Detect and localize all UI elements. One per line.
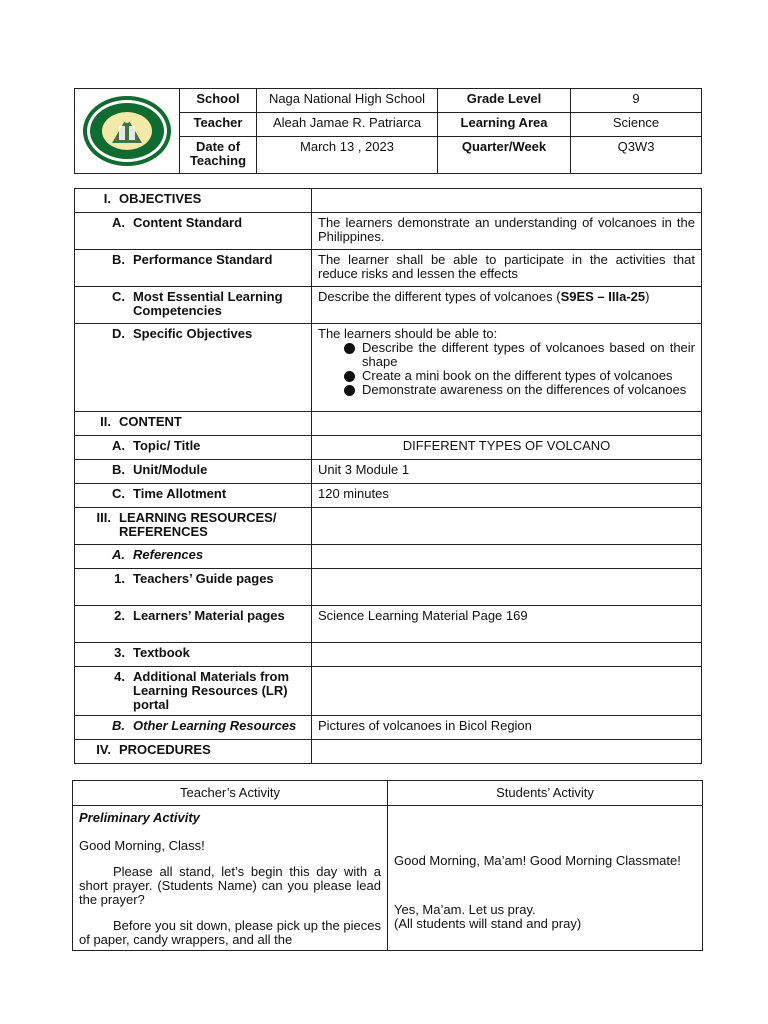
school-seal-icon [79,93,175,169]
content-standard-text: The learners demonstrate an understanding of volcanoes in the Philippines. [312,213,702,250]
learners-material-value: Science Learning Material Page 169 [312,606,702,643]
student-prayer-line-1: Yes, Ma’am. Let us pray. [394,902,536,917]
learning-area-label: Learning Area [438,113,571,137]
time-allotment-value: 120 minutes [312,484,702,508]
teacher-activity-header: Teacher’s Activity [73,781,388,806]
procedures-heading: IV. PROCEDURES [75,740,312,764]
teacher-prayer-text: Please all stand, let’s begin this day with a short prayer. (Students Name) can you please lead the prayer? [79,864,381,907]
performance-standard-text: The learner shall be able to participate in the activities that reduce risks and lessen the effects [312,250,702,287]
other-resources-value: Pictures of volcanoes in Bicol Region [312,716,702,740]
unit-module-label: B. Unit/Module [75,460,312,484]
specific-objectives-label: D. Specific Objectives [75,324,312,412]
procedures-value [312,740,702,764]
melc-label: C. Most Essential Learning Competencies [75,287,312,324]
student-prayer-line-2: (All students will stand and pray) [394,916,582,931]
content-value [312,412,702,436]
list-item: Create a mini book on the different types of volcanoes [344,369,695,383]
teacher-cleanup-text: Before you sit down, please pick up the pieces of paper, candy wrappers, and all the [79,918,381,947]
date-label: Date of Teaching [180,137,257,174]
lesson-plan-table [74,188,702,764]
content-standard-label: A. Content Standard [75,213,312,250]
objectives-heading: I. OBJECTIVES [75,189,312,213]
topic-label: A. Topic/ Title [75,436,312,460]
unit-module-value: Unit 3 Module 1 [312,460,702,484]
references-label: A. References [75,545,312,569]
teacher-greeting: Good Morning, Class! [79,838,205,853]
list-item: Describe the different types of volcanoes based on their shape [344,341,695,369]
time-allotment-label: C. Time Allotment [75,484,312,508]
melc-text: Describe the different types of volcanoes (S9ES – IIIa-25) [312,287,702,324]
teacher-value: Aleah Jamae R. Patriarca [257,113,438,137]
other-resources-label: B. Other Learning Resources [75,716,312,740]
learning-resources-value [312,508,702,545]
school-seal-cell [75,89,180,174]
school-label: School [180,89,257,113]
preliminary-activity-heading: Preliminary Activity [79,810,200,825]
school-value: Naga National High School [257,89,438,113]
learners-material-label: 2. Learners’ Material pages [75,606,312,643]
textbook-label: 3. Textbook [75,643,312,667]
teacher-activity-cell [73,806,388,951]
teachers-guide-label: 1. Teachers’ Guide pages [75,569,312,606]
specific-objectives-text [312,324,702,412]
grade-level-label: Grade Level [438,89,571,113]
additional-materials-value [312,667,702,716]
activity-table [72,780,703,951]
list-item: Demonstrate awareness on the differences of volcanoes [344,383,695,397]
date-value: March 13 , 2023 [257,137,438,174]
students-activity-header: Students’ Activity [388,781,703,806]
performance-standard-label: B. Performance Standard [75,250,312,287]
students-activity-cell [388,806,703,951]
additional-materials-label: 4. Additional Materials from Learning Resources (LR) portal [75,667,312,716]
textbook-value [312,643,702,667]
teachers-guide-value [312,569,702,606]
topic-value: DIFFERENT TYPES OF VOLCANO [312,436,702,460]
quarter-week-value: Q3W3 [571,137,702,174]
references-value [312,545,702,569]
specific-objectives-intro: The learners should be able to: [318,326,498,341]
specific-objectives-list [318,341,695,397]
grade-level-value: 9 [571,89,702,113]
student-greeting: Good Morning, Ma’am! Good Morning Classmate! [394,853,681,868]
header-table [74,88,702,174]
objectives-value [312,189,702,213]
teacher-label: Teacher [180,113,257,137]
learning-resources-heading: III. LEARNING RESOURCES/ REFERENCES [75,508,312,545]
quarter-week-label: Quarter/Week [438,137,571,174]
content-heading: II. CONTENT [75,412,312,436]
learning-area-value: Science [571,113,702,137]
melc-code: S9ES – IIIa-25 [560,289,646,304]
